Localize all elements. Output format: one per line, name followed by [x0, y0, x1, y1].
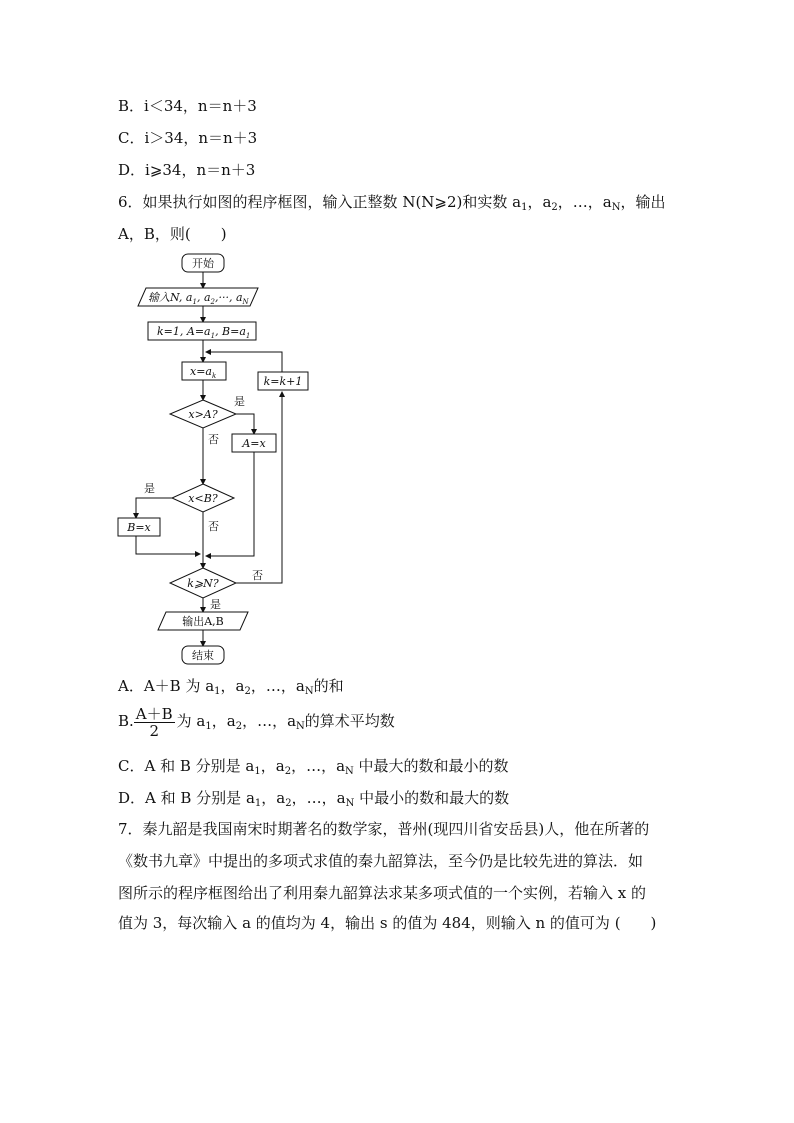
option-a-q6: A．A＋B 为 $a_1$，$a_2$，…，$a_N$的和: [118, 677, 344, 697]
question-7-line2: 《数书九章》中提出的多项式求值的秦九韶算法，至今仍是比较先进的算法．如: [118, 852, 644, 870]
end-label: 结束: [192, 649, 214, 662]
output-label: 输出A,B: [182, 615, 224, 628]
question-7-line3: 图所示的程序框图给出了利用秦九韶算法求某多项式值的一个实例，若输入 x 的: [118, 884, 646, 902]
cond3-no-label: 否: [252, 569, 263, 582]
option-d-q6: D．A 和 B 分别是 $a_1$，$a_2$，…，$a_N$ 中最小的数和最大的数: [118, 789, 510, 809]
option-d-text: D．A 和 B 分别是 a: [118, 789, 255, 807]
assign-x-label: $x=a_k$: [190, 365, 217, 380]
option-b-q5: B．i＜34，n＝n＋3: [118, 97, 257, 115]
cond1-no-label: 否: [208, 433, 219, 446]
question-6-stem-line2: A，B，则( ): [118, 225, 227, 243]
cond2-label: x<B?: [188, 492, 218, 505]
option-a-tail: 的和: [313, 677, 344, 695]
option-d-tail: 中最小的数和最大的数: [359, 789, 510, 807]
init-label: k=1, $A=a_1$, $B=a_1$: [157, 325, 251, 340]
option-a-text: A．A＋B 为 a: [118, 677, 215, 695]
option-c-tail: 中最大的数和最小的数: [358, 757, 509, 775]
option-c-text: C．A 和 B 分别是 a: [118, 757, 255, 775]
fraction-denominator: 2: [149, 721, 159, 740]
cond2-no-label: 否: [208, 520, 219, 533]
option-b-prefix: B.: [118, 712, 134, 730]
program-flowchart: [112, 248, 312, 668]
cond1-label: x>A?: [188, 408, 218, 421]
q6-stem-text: 6．如果执行如图的程序框图，输入正整数 N(N⩾2)和实数 a: [118, 193, 522, 211]
cond1-yes-label: 是: [234, 395, 245, 408]
question-6-stem: 6．如果执行如图的程序框图，输入正整数 N(N⩾2)和实数 $a_1$，$a_2$，…，$a_N$，输出: [118, 193, 666, 213]
option-b-tail: 的算术平均数: [304, 712, 395, 730]
cond3-label: k⩾N?: [187, 577, 219, 590]
start-label: 开始: [192, 257, 214, 270]
increment-label: k=k+1: [263, 375, 303, 388]
cond3-yes-label: 是: [210, 598, 221, 611]
question-7-line4: 值为 3，每次输入 a 的值均为 4，输出 s 的值为 484，则输入 n 的值可为 ( ): [118, 914, 657, 932]
question-7-line1: 7．秦九韶是我国南宋时期著名的数学家，普州(现四川省安岳县)人，他在所著的: [118, 820, 650, 838]
assign-a-label: A=x: [242, 437, 266, 450]
option-c-q6: C．A 和 B 分别是 $a_1$，$a_2$，…，$a_N$ 中最大的数和最小的数: [118, 757, 509, 777]
fraction-a-plus-b-over-2: [134, 706, 175, 739]
cond2-yes-label: 是: [144, 482, 155, 495]
option-b-q6: B. $\frac{A+B}{2}$ 为 $a_1$，$a_2$，…，$a_N$的算术平均数: [118, 704, 395, 740]
fraction-numerator: A＋B: [135, 704, 173, 723]
input-label: 输入N, $a_1$, $a_2,\cdot\cdot\cdot$, $a_N$: [148, 291, 249, 306]
option-d-q5: D．i⩾34，n＝n＋3: [118, 161, 256, 179]
option-c-q5: C．i＞34，n＝n＋3: [118, 129, 258, 147]
assign-b-label: B=x: [127, 521, 151, 534]
